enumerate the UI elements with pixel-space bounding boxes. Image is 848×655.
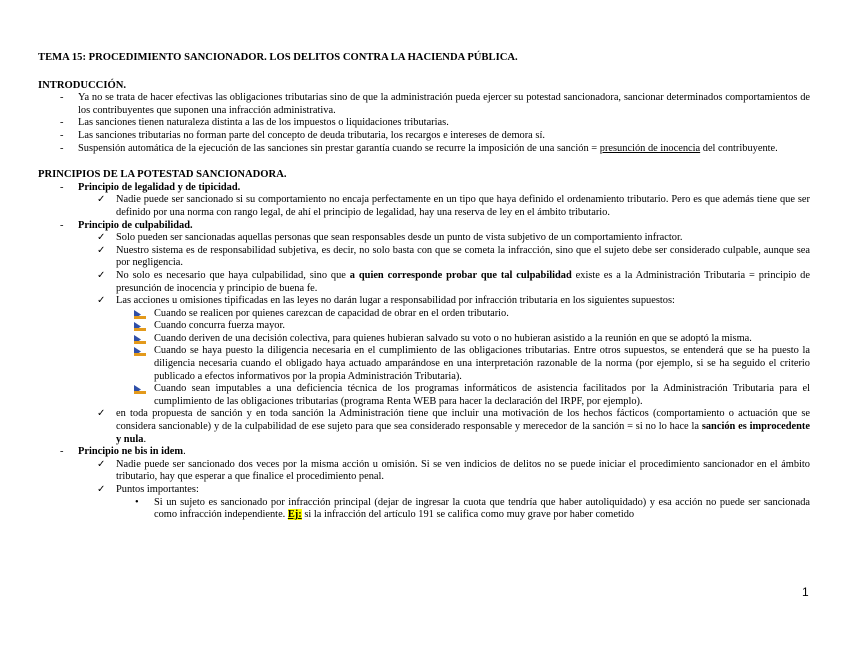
principle-item (38, 220, 810, 233)
check-item: ✓ Solo pueden ser sancionadas aquellas personas que sean responsables desde un punto de vista subjetivo de un comportamiento infractor. (97, 232, 683, 244)
check-icon: ✓ (97, 408, 106, 420)
arrow-item: Cuando sean imputables a una deficiencia técnica de los programas informáticos de asistencia facilitados por la Administración Tributaria para el cumplimiento de las obligaciones tributarias (programa Renta WEB para hacer la declaración del IRPF, por ejemplo). (38, 383, 810, 408)
dash-marker: - (60, 142, 64, 154)
dash-marker: - (60, 92, 64, 104)
arrow-item: Cuando se realicen por quienes carezcan de capacidad de obrar en el orden tributario. (38, 308, 810, 321)
arrow-bullet-icon (134, 347, 146, 356)
intro-list (38, 92, 810, 155)
arrow-bullet-icon (134, 322, 146, 331)
dash-marker: - (60, 117, 64, 129)
principle-item: - Principio ne bis in idem. (60, 446, 186, 458)
arrow-bullet-icon (134, 385, 146, 394)
check-icon: ✓ (97, 244, 106, 256)
list-item: - Las sanciones tienen naturaleza distinta a las de los impuestos o liquidaciones tributarias. (60, 117, 449, 129)
dash-marker: - (60, 446, 64, 458)
arrow-bullet-icon (134, 335, 146, 344)
check-item: ✓ en toda propuesta de sanción y en toda sanción la Administración tiene que incluir una motivación de los hechos fácticos (comportamiento o actuación que se considera sancionable) y de la culpabilidad de ese sujeto para que sea considerado responsable y merecedor de la sanción = si no lo hace la sanción es improcedente y nula. (97, 408, 811, 445)
check-item: ✓ No solo es necesario que haya culpabilidad, sino que a quien corresponde probar que tal culpabilidad existe es a la Administración Tributaria = principio de presunción de inocencia y principio de buena fe. (97, 269, 810, 294)
arrow-item: Cuando se haya puesto la diligencia necesaria en el cumplimiento de las obligaciones tributarias. Entre otros supuestos, se entenderá que se ha puesto la diligencia necesaria cuando el obligado haya actuado amparándose en una interpretación razonable de la norma (por ejemplo, si se ha seguido el criterio publicado a efectos informativos por la propia Administración Tributaria). (38, 345, 810, 383)
page-number: 1 (802, 585, 809, 599)
arrow-item: Cuando deriven de una decisión colectiva, para quienes hubieran salvado su voto o no hubieran asistido a la reunión en que se adoptó la misma. (38, 333, 810, 346)
check-item: ✓ Puntos importantes: (97, 484, 199, 495)
list-item: - Suspensión automática de la ejecución de las sanciones sin prestar garantía cuando se recurre la imposición de una sanción = presunción de inocencia del contribuyente. (60, 142, 778, 154)
list-item: - Las sanciones tributarias no forman parte del concepto de deuda tributaria, los recargos e intereses de demora sí. (60, 129, 545, 141)
principle-title: Principio ne bis in idem (78, 446, 184, 458)
bullet-item: • Si un sujeto es sancionado por infracción principal (dejar de ingresar la cuota que tendría que haber autoliquidado) y esa acción no puede ser sancionada como infracción independiente. Ej: si la infracción del artículo 191 se califica como muy grave por haber cometido (135, 496, 810, 521)
check-icon: ✓ (97, 295, 106, 307)
list-item: - Ya no se trata de hacer efectivas las obligaciones tributarias sino de que la administración pueda ejercer su potestad sancionadora, sancionar determinados comportamientos de los contribuyentes que suponen una infracción administrativa. (60, 92, 810, 116)
principle-title: Principio de culpabilidad. (78, 219, 193, 231)
check-icon: ✓ (97, 194, 106, 206)
document-title: TEMA 15: PROCEDIMIENTO SANCIONADOR. LOS DELITOS CONTRA LA HACIENDA PÚBLICA. (38, 52, 518, 63)
check-item: ✓ Nadie puede ser sancionado dos veces por la misma acción u omisión. Si se ven indicios de delitos no se puede iniciar el procedimiento sancionador en el ámbito tributario, hay que esperar a que finalice el procedimiento penal. (97, 458, 810, 483)
arrow-item: Cuando concurra fuerza mayor. (38, 320, 810, 333)
check-icon: ✓ (97, 269, 106, 281)
dash-marker: - (60, 181, 64, 193)
bullet-marker: • (135, 496, 139, 508)
check-item: ✓ Nadie puede ser sancionado si su comportamiento no encaja perfectamente en un tipo que haya definido el ordenamiento tributario. Pero es que además tiene que ser definido por una norma con rango legal, de ahí el principio de legalidad, hay una reserva de ley en el ámbito tributario. (97, 194, 810, 218)
document-page (38, 52, 810, 522)
check-item: ✓ Las acciones u omisiones tipificadas en las leyes no darán lugar a responsabilidad por infracción tributaria en los siguientes supuestos: (97, 295, 675, 307)
check-item: ✓ Nuestro sistema es de responsabilidad subjetiva, es decir, no solo basta con que se cometa la infracción, sino que el sujeto debe ser considerado culpable, aunque sea por negligencia. (97, 244, 810, 269)
principle-title: Principio de legalidad y de tipicidad. (78, 181, 241, 193)
principios-heading: PRINCIPIOS DE LA POTESTAD SANCIONADORA. (38, 169, 287, 181)
highlighted-example: Ej: (287, 509, 302, 521)
check-icon: ✓ (97, 458, 106, 470)
dash-marker: - (60, 219, 64, 231)
arrow-bullet-icon (134, 310, 146, 319)
underlined-term: presunción de inocencia (599, 142, 701, 154)
principle-item (38, 182, 810, 195)
intro-heading: INTRODUCCIÓN. (38, 79, 126, 91)
dash-marker: - (60, 129, 64, 141)
principios-list (38, 182, 810, 522)
check-icon: ✓ (97, 484, 106, 495)
check-icon: ✓ (97, 232, 106, 244)
